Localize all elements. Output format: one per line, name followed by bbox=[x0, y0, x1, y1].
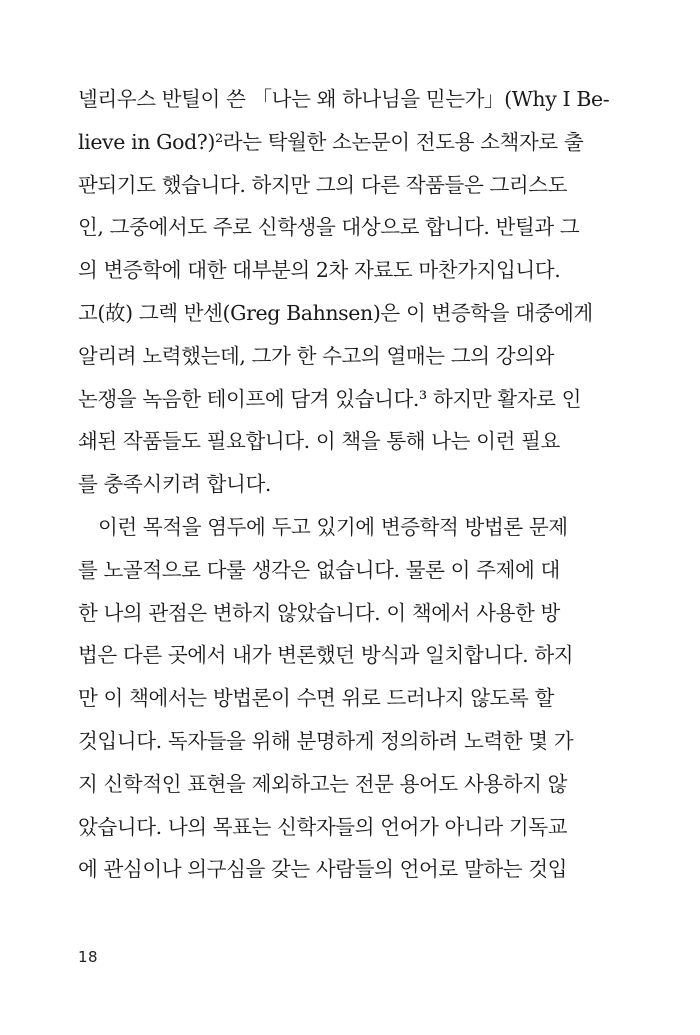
text-line: 판되기도 했습니다. 하지만 그의 다른 작품들은 그리스도 bbox=[78, 172, 568, 197]
text-line: 만 이 책에서는 방법론이 수면 위로 드러나지 않도록 할 bbox=[78, 686, 554, 711]
text-line: 논쟁을 녹음한 테이프에 담겨 있습니다.³ 하지만 활자로 인 bbox=[78, 386, 582, 411]
page-number: 18 bbox=[78, 948, 99, 966]
paragraph-1 bbox=[78, 78, 610, 506]
text-line: 이런 목적을 염두에 두고 있기에 변증학적 방법론 문제 bbox=[98, 515, 568, 539]
text-line: 넬리우스 반틸이 쓴 「나는 왜 하나님을 믿는가」(Why I Be- bbox=[78, 87, 610, 111]
paragraph-2 bbox=[78, 506, 574, 891]
text-line: 지 신학적인 표현을 제외하고는 전문 용어도 사용하지 않 bbox=[78, 771, 568, 796]
text-line: lieve in God?)²라는 탁월한 소논문이 전도용 소책자로 출 bbox=[78, 129, 584, 154]
text-line: 알리려 노력했는데, 그가 한 수고의 열매는 그의 강의와 bbox=[78, 343, 554, 368]
text-line: 의 변증학에 대한 대부분의 2차 자료도 마찬가지입니다. bbox=[78, 258, 561, 283]
text-line: 한 나의 관점은 변하지 않았습니다. 이 책에서 사용한 방 bbox=[78, 600, 560, 625]
text-line: 를 충족시키려 합니다. bbox=[78, 472, 271, 497]
text-line: 법은 다른 곳에서 내가 변론했던 방식과 일치합니다. 하지 bbox=[78, 643, 574, 668]
text-line: 인, 그중에서도 주로 신학생을 대상으로 합니다. 반틸과 그 bbox=[78, 215, 580, 240]
text-line: 를 노골적으로 다룰 생각은 없습니다. 물론 이 주제에 대 bbox=[78, 557, 560, 582]
text-line: 쇄된 작품들도 필요합니다. 이 책을 통해 나는 이런 필요 bbox=[78, 429, 560, 454]
text-line: 았습니다. 나의 목표는 신학자들의 언어가 아니라 기독교 bbox=[78, 814, 568, 839]
text-line: 고(故) 그렉 반센(Greg Bahnsen)은 이 변증학을 대중에게 bbox=[78, 300, 593, 325]
text-line: 에 관심이나 의구심을 갖는 사람들의 언어로 말하는 것입 bbox=[78, 857, 568, 882]
text-line: 것입니다. 독자들을 위해 분명하게 정의하려 노력한 몇 가 bbox=[78, 728, 574, 753]
